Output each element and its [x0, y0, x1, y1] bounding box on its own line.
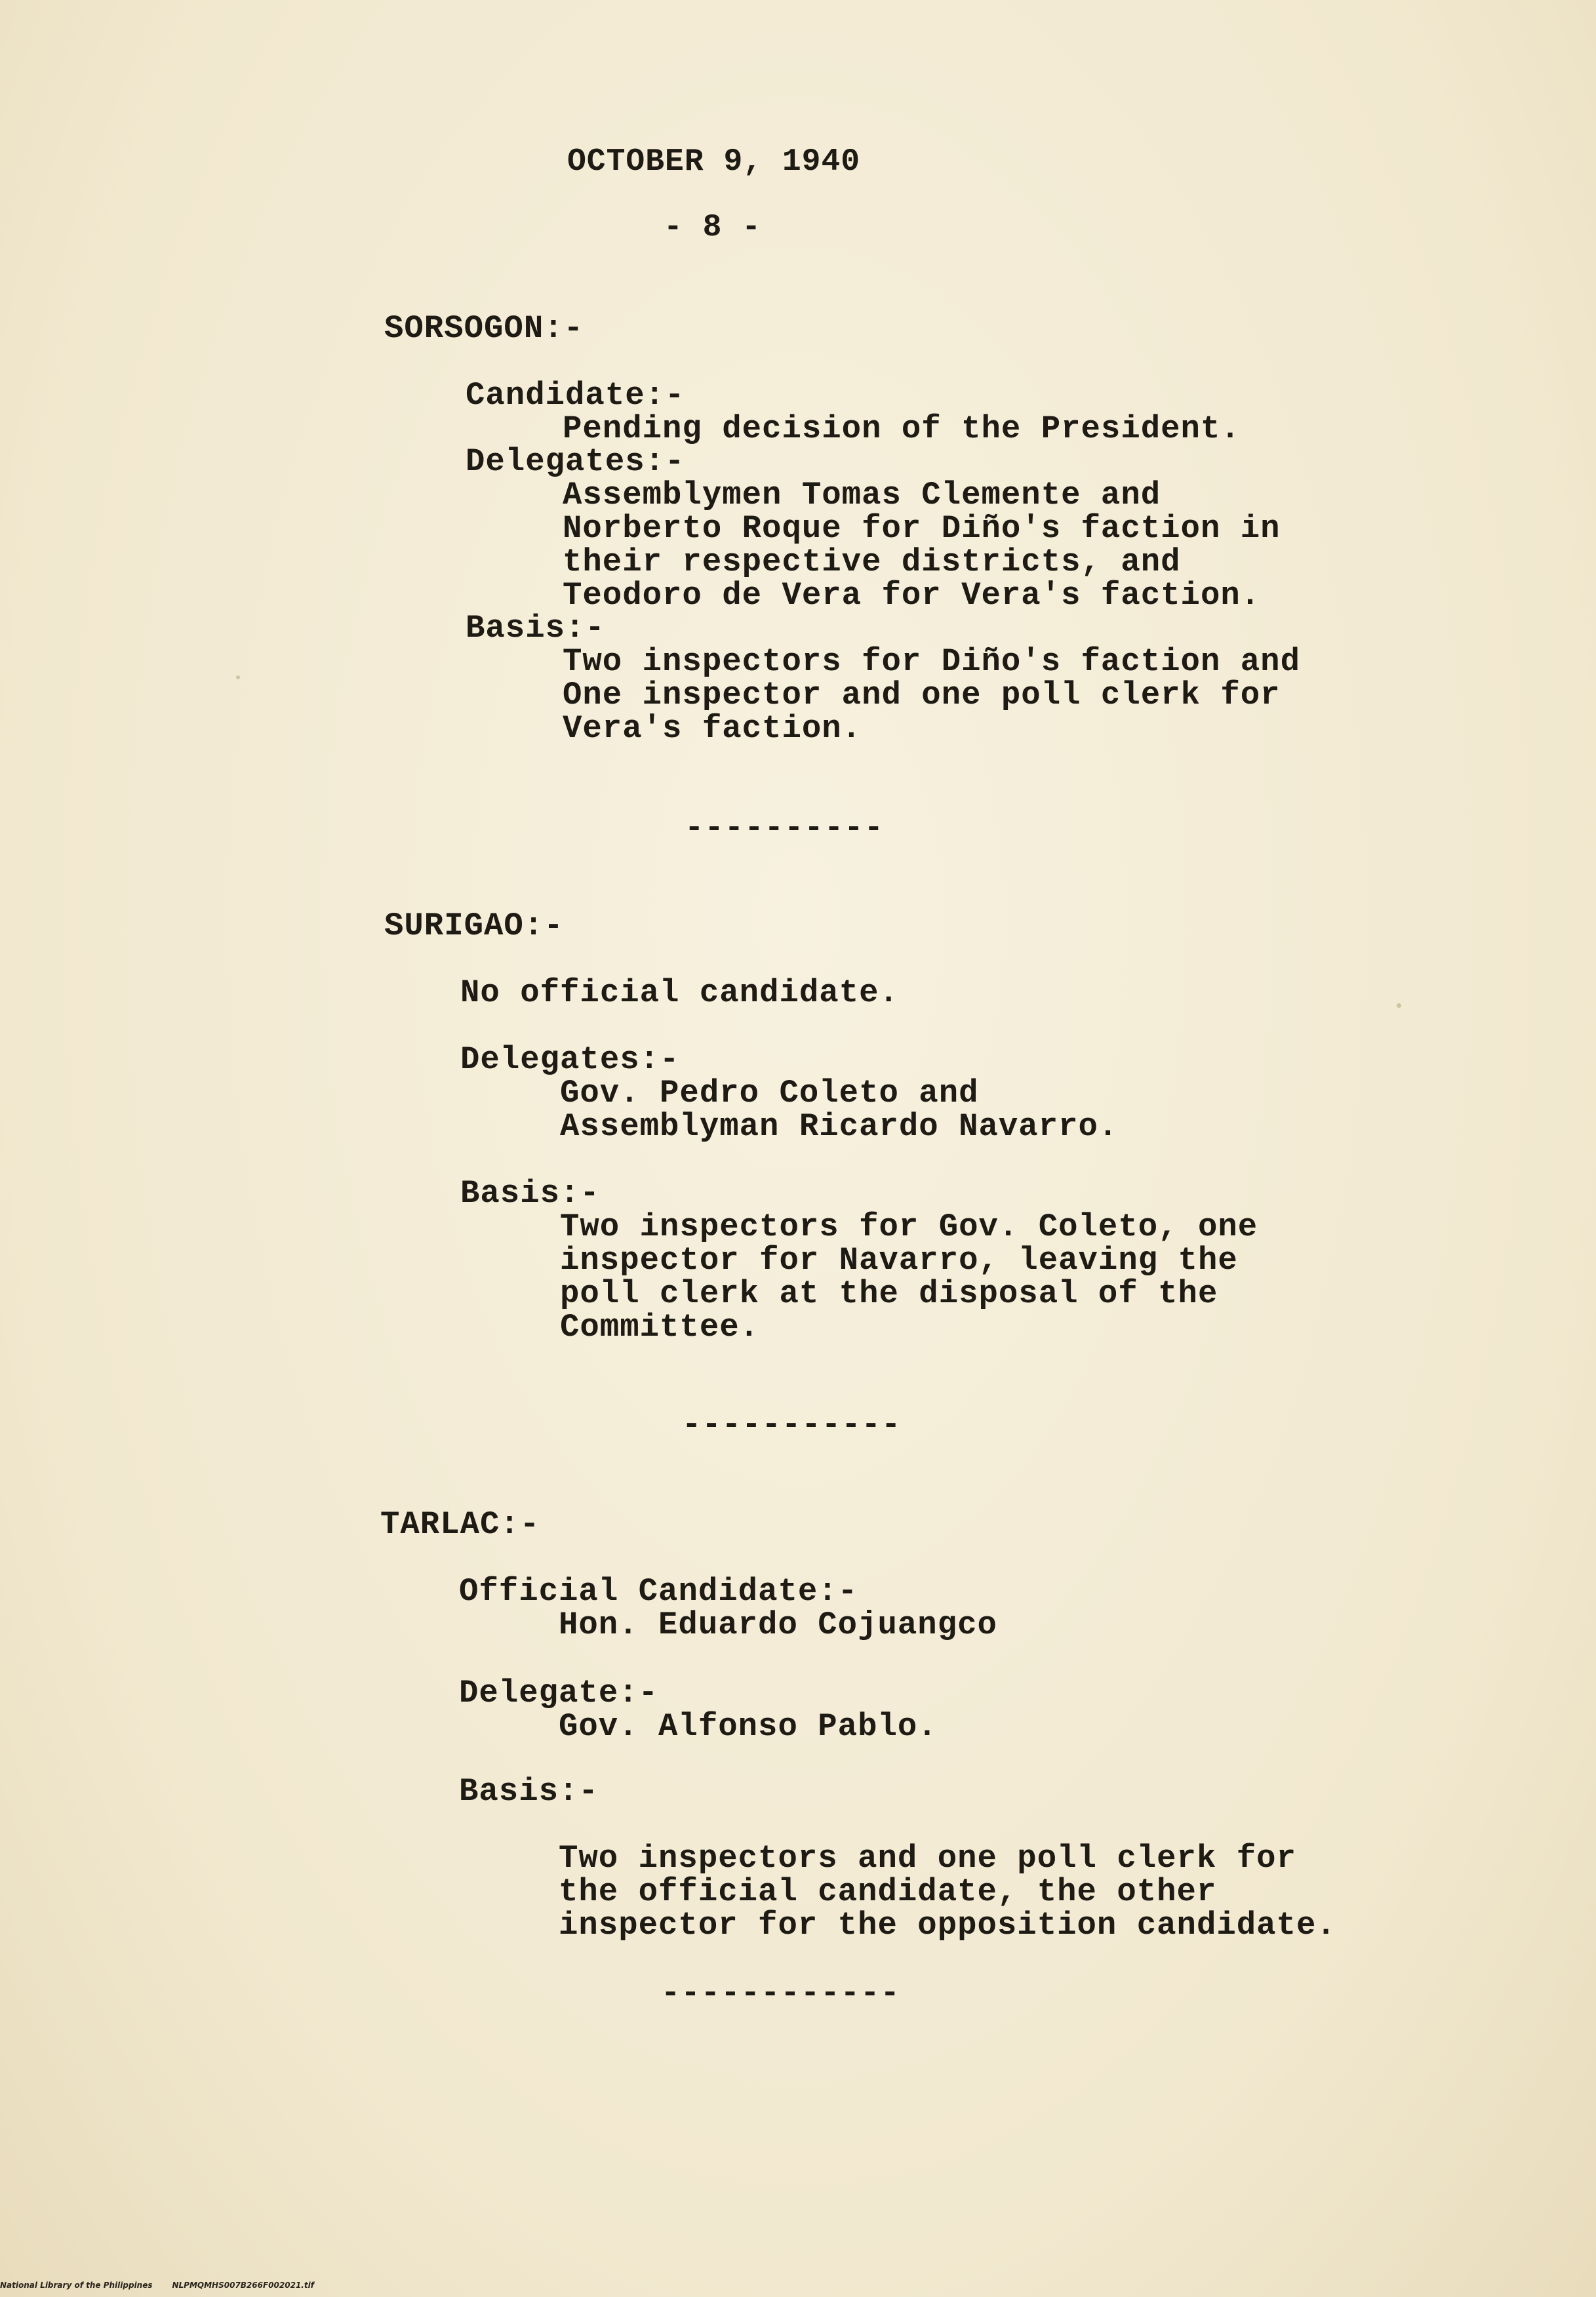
basis-line: the official candidate, the other	[559, 1873, 1217, 1910]
delegates-line: Norberto Roque for Diño's faction in	[563, 510, 1281, 547]
document-date: OCTOBER 9, 1940	[567, 144, 861, 180]
paper-speck	[236, 675, 240, 679]
delegates-line: Assemblymen Tomas Clemente and	[563, 477, 1161, 513]
section-heading-surigao: SURIGAO:-	[384, 908, 564, 944]
basis-label: Basis:-	[466, 610, 605, 647]
candidate-text: Pending decision of the President.	[563, 410, 1241, 447]
section-heading-tarlac: TARLAC:-	[380, 1506, 540, 1543]
basis-line: Two inspectors and one poll clerk for	[559, 1840, 1296, 1877]
delegates-label: Delegate:-	[459, 1675, 659, 1711]
candidate-label: Candidate:-	[466, 377, 685, 414]
basis-label: Basis:-	[460, 1175, 600, 1212]
delegates-line: Gov. Pedro Coleto and	[560, 1075, 979, 1111]
delegates-line: Assemblyman Ricardo Navarro.	[560, 1108, 1119, 1145]
section-separator: -----------	[682, 1407, 902, 1443]
basis-line: Two inspectors for Diño's faction and	[563, 643, 1300, 680]
candidate-text: Hon. Eduardo Cojuangco	[559, 1607, 997, 1643]
delegates-label: Delegates:-	[460, 1041, 680, 1078]
basis-line: inspector for the opposition candidate.	[559, 1907, 1336, 1944]
delegates-line: Gov. Alfonso Pablo.	[559, 1708, 938, 1745]
basis-line: inspector for Navarro, leaving the	[560, 1242, 1238, 1279]
delegates-label: Delegates:-	[466, 443, 685, 480]
section-separator: ------------	[661, 1975, 900, 2012]
section-heading-sorsogon: SORSOGON:-	[384, 310, 584, 347]
basis-line: Two inspectors for Gov. Coleto, one	[560, 1208, 1258, 1245]
delegates-line: their respective districts, and	[563, 544, 1181, 580]
basis-line: Committee.	[560, 1309, 760, 1346]
page-number: - 8 -	[664, 210, 762, 245]
library-credit: National Library of the Philippines	[0, 2281, 153, 2290]
basis-line: poll clerk at the disposal of the	[560, 1275, 1218, 1312]
basis-label: Basis:-	[459, 1773, 599, 1810]
file-id: NLPMQMHS007B266F002021.tif	[172, 2281, 314, 2290]
archive-footer	[0, 2281, 334, 2290]
delegates-line: Teodoro de Vera for Vera's faction.	[563, 577, 1261, 614]
candidate-text: No official candidate.	[460, 974, 899, 1011]
paper-speck	[1397, 1003, 1401, 1008]
basis-line: Vera's faction.	[563, 710, 862, 747]
section-separator: ----------	[685, 810, 885, 847]
candidate-label: Official Candidate:-	[459, 1573, 858, 1610]
basis-line: One inspector and one poll clerk for	[563, 677, 1281, 713]
